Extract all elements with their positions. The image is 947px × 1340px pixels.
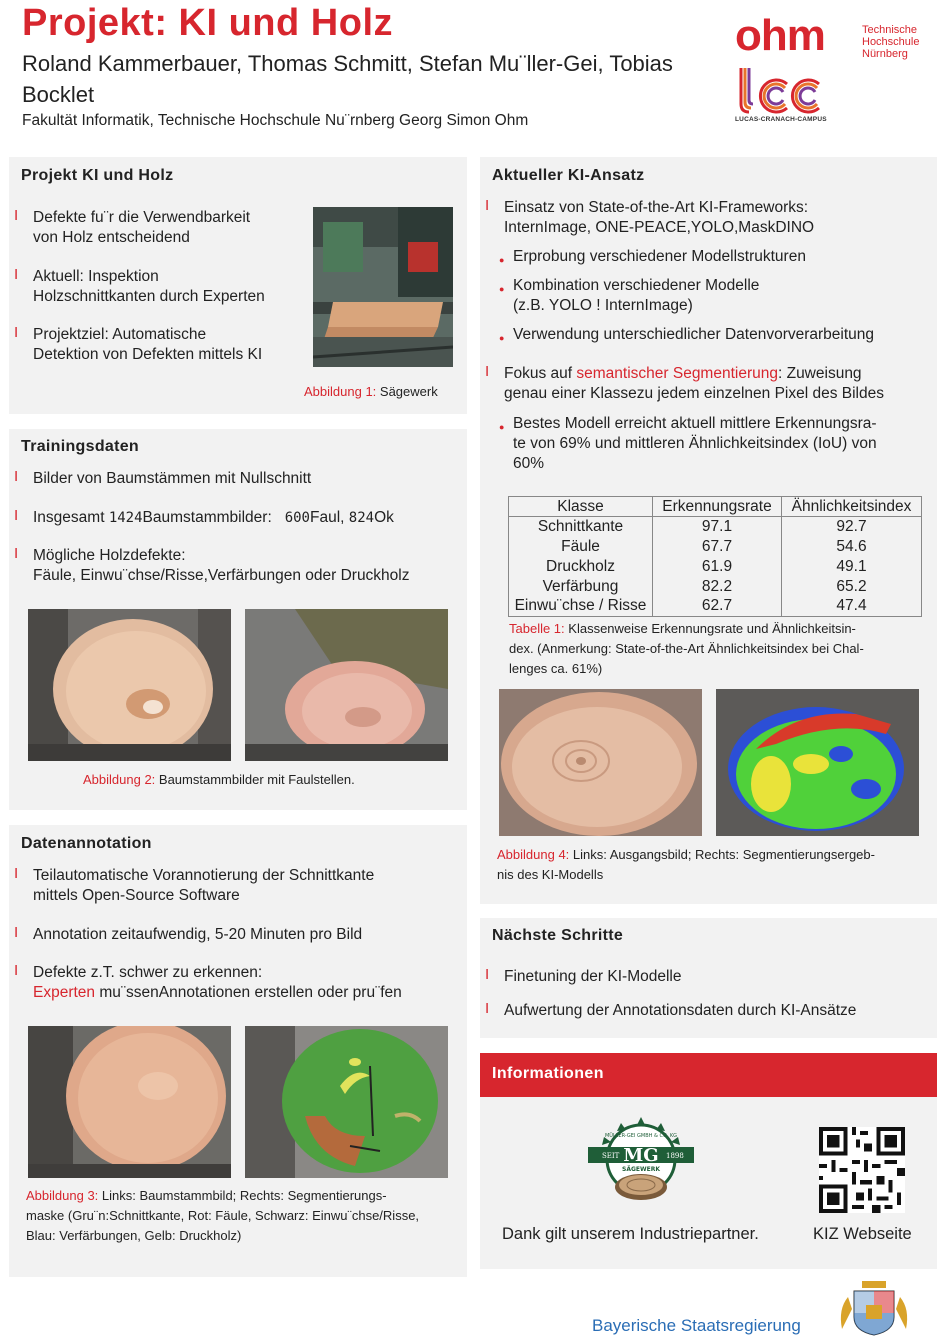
table-cell: Fäule: [509, 537, 653, 557]
panel-title: Projekt KI und Holz: [21, 167, 174, 184]
panel-title: Trainingsdaten: [21, 438, 139, 455]
table-header-row: [509, 497, 922, 517]
table-cell: 82.2: [653, 577, 782, 597]
panel-title: Datenannotation: [21, 835, 152, 852]
table-cell: 62.7: [653, 597, 782, 617]
svg-text:1898: 1898: [666, 1152, 684, 1160]
table-cell: 65.2: [782, 577, 922, 597]
bullet-text: Projektziel: Automatische Detektion von Defekten mittels KI: [33, 326, 263, 363]
table-cell: 92.7: [782, 517, 922, 537]
th-nuernberg-logo: [735, 11, 935, 129]
segmentation-result-photo: [716, 689, 919, 836]
table-row: [509, 577, 922, 597]
table-cell: 97.1: [653, 517, 782, 537]
bullet-text: Defekte z.T. schwer zu erkennen: Experten mu¨ssenAnnotationen erstellen oder pru¨fen: [33, 964, 402, 1001]
segmentation-mask-photo: [245, 1026, 448, 1178]
table-cell: 54.6: [782, 537, 922, 557]
bullet-marker: I: [485, 197, 490, 214]
bullet-text: Annotation zeitaufwendig, 5-20 Minuten pro Bild: [33, 926, 363, 943]
log-photo-rot-1: [28, 609, 231, 761]
sub-bullet-text: Kombination verschiedener Modelle (z.B. YOLO ! InternImage): [513, 277, 760, 314]
panel-next-steps: [480, 918, 937, 1038]
panel-training: [9, 429, 467, 810]
input-log-photo: [499, 689, 702, 836]
panel-annotation: [9, 825, 467, 1277]
table-row: [509, 537, 922, 557]
lcc-subtitle: LUCAS-CRANACH-CAMPUS: [735, 116, 827, 123]
bullet-text: Defekte fu¨r die Verwendbarkeit von Holz entscheidend: [33, 209, 251, 246]
sawmill-photo: [313, 207, 453, 367]
bullet-marker: I: [485, 966, 490, 983]
sub-bullet-marker: ●: [499, 422, 505, 432]
bullet-text: Fokus auf semantischer Segmentierung: Zuweisung genau einer Klassezu jedem einzelnen Pixel des Bildes: [504, 365, 884, 402]
bullet-text: Insgesamt 1424Baumstammbilder: 600Faul, 824Ok: [33, 509, 394, 526]
bullet-text: Aktuell: Inspektion Holzschnittkanten durch Experten: [33, 268, 265, 305]
panel-title: Aktueller KI-Ansatz: [492, 167, 645, 184]
panel-info: [480, 1097, 937, 1269]
table-header-cell: Klasse: [509, 497, 653, 517]
table-cell: 49.1: [782, 557, 922, 577]
sub-bullet-marker: ●: [499, 284, 505, 294]
table-header-cell: Ähnlichkeitsindex: [782, 497, 922, 517]
bullet-text: Mögliche Holzdefekte: Fäule, Einwu¨chse/Risse,Verfärbungen oder Druckholz: [33, 547, 410, 584]
svg-text:SEIT: SEIT: [602, 1152, 620, 1160]
bullet-text: Aufwertung der Annotationsdaten durch KI-Ansätze: [504, 1002, 857, 1019]
ohm-wordmark: ohm: [735, 11, 825, 60]
panel-title: Nächste Schritte: [492, 927, 624, 944]
bavarian-coat-of-arms-icon: [834, 1279, 914, 1337]
bullet-marker: I: [14, 924, 19, 941]
table-cell: Schnittkante: [509, 517, 653, 537]
poster-title: Projekt: KI und Holz: [22, 2, 393, 44]
sub-bullet-text: Erprobung verschiedener Modellstrukturen: [513, 248, 806, 265]
bullet-marker: I: [14, 324, 19, 341]
svg-text:MÜLLER-GEI GMBH & CO. KG: MÜLLER-GEI GMBH & CO. KG: [604, 1133, 678, 1139]
bullet-text: Finetuning der KI-Modelle: [504, 968, 682, 985]
bullet-text: Einsatz von State-of-the-Art KI-Frameworks: InternImage, ONE-PEACE,YOLO,MaskDINO: [504, 199, 815, 236]
bullet-marker: I: [14, 468, 19, 485]
sub-bullet-text: Verwendung unterschiedlicher Datenvorverarbeitung: [513, 326, 875, 343]
table-row: [509, 517, 922, 537]
table-row: [509, 557, 922, 577]
bullet-marker: I: [14, 865, 19, 882]
sub-bullet-marker: ●: [499, 255, 505, 265]
figure-caption: Abbildung 3: Links: Baumstammbild; Rechts: Segmentierungs- maske (Gru¨n:Schnittkante, Rot: Fäule, Schwarz: Einwu¨chse/Risse, Blau: Verfärbungen, Gelb: Druckholz): [26, 1188, 420, 1243]
table-row: [509, 597, 922, 617]
bullet-marker: I: [485, 363, 490, 380]
info-banner: [480, 1053, 937, 1097]
bavarian-government-label: Bayerische Staatsregierung: [592, 1316, 801, 1335]
table-cell: Einwu¨chse / Risse: [509, 597, 653, 617]
bullet-marker: I: [14, 207, 19, 224]
svg-text:SÄGEWERK: SÄGEWERK: [622, 1166, 660, 1173]
figure-caption: Abbildung 1: Sägewerk: [304, 384, 438, 399]
table-header-cell: Erkennungsrate: [653, 497, 782, 517]
bullet-marker: I: [14, 545, 19, 562]
bullet-marker: I: [14, 507, 19, 524]
panel-project: [9, 157, 467, 414]
table-cell: 67.7: [653, 537, 782, 557]
partner-text: Dank gilt unserem Industriepartner.: [502, 1225, 759, 1243]
bullet-text: Teilautomatische Vorannotierung der Schnittkante mittels Open-Source Software: [33, 867, 375, 904]
panel-title: Informationen: [492, 1065, 604, 1082]
table-cell: Druckholz: [509, 557, 653, 577]
ohm-subtitle: Technische Hochschule Nürnberg: [862, 24, 920, 60]
table-cell: 61.9: [653, 557, 782, 577]
log-photo-rot-2: [245, 609, 448, 761]
bullet-marker: I: [14, 266, 19, 283]
sub-bullet-text: Bestes Modell erreicht aktuell mittlere Erkennungsra- te von 69% und mittleren Ähnlichkeitsindex (IoU) von 60%: [513, 415, 877, 472]
qr-caption: KIZ Webseite: [813, 1225, 912, 1243]
sub-bullet-marker: ●: [499, 333, 505, 343]
lcc-logo-icon: [735, 66, 825, 116]
svg-text:MG: MG: [623, 1145, 659, 1166]
table-caption: Tabelle 1: Klassenweise Erkennungsrate und Ähnlichkeitsin- dex. (Anmerkung: State-of-the-Art Ähnlichkeitsindex bei Chal- lenges ca. 61%): [509, 621, 864, 676]
authors: Roland Kammerbauer, Thomas Schmitt, Stefan Mu¨ller-Gei, Tobias Bocklet: [22, 51, 673, 107]
log-photo-annotation: [28, 1026, 231, 1178]
qr-code-icon[interactable]: [819, 1127, 905, 1213]
table-cell: Verfärbung: [509, 577, 653, 597]
figure-caption: Abbildung 4: Links: Ausgangsbild; Rechts: Segmentierungsergeb- nis des KI-Modells: [497, 847, 875, 882]
bullet-marker: I: [14, 962, 19, 979]
results-table: [508, 496, 922, 617]
bullet-text: Bilder von Baumstämmen mit Nullschnitt: [33, 470, 312, 487]
affiliation: Fakultät Informatik, Technische Hochschule Nu¨rnberg Georg Simon Ohm: [22, 112, 529, 129]
mueller-gei-logo-icon: [586, 1111, 696, 1211]
bullet-marker: I: [485, 1000, 490, 1017]
table-cell: 47.4: [782, 597, 922, 617]
figure-caption: Abbildung 2: Baumstammbilder mit Faulstellen.: [83, 772, 355, 787]
